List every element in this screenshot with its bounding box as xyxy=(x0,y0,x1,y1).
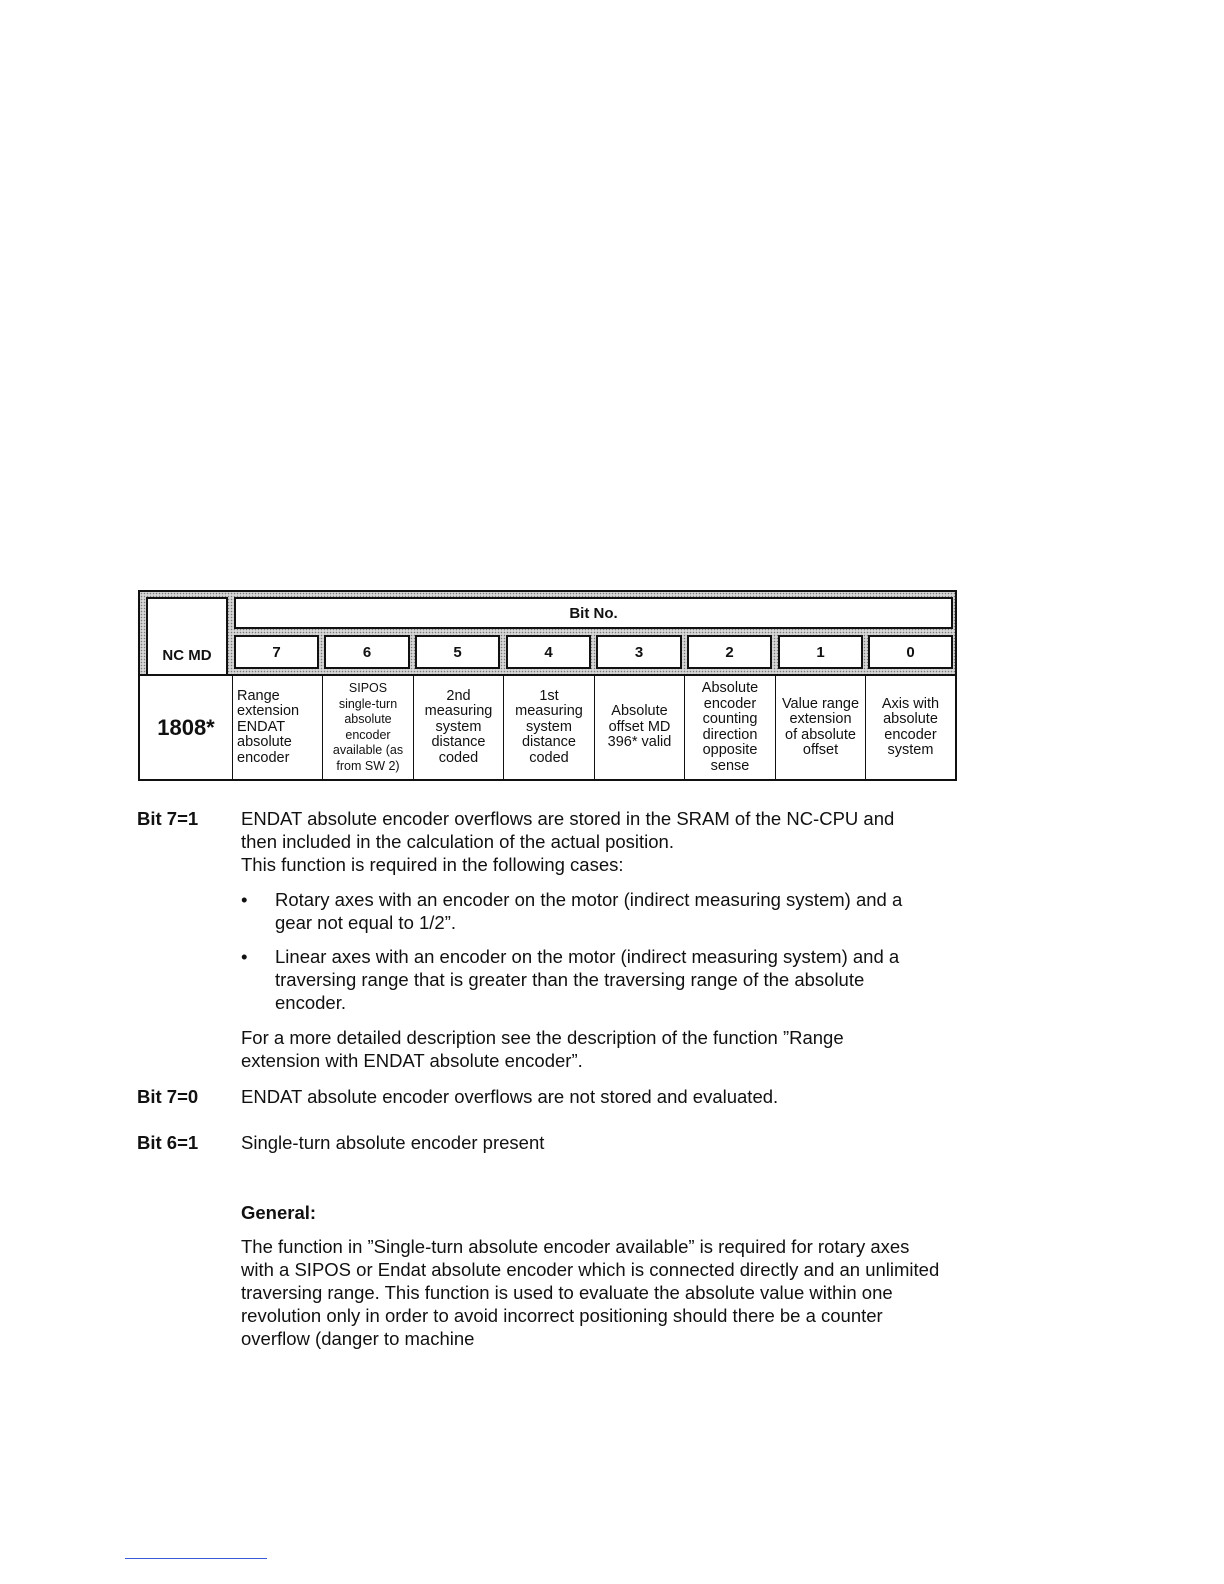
bit-number-7: 7 xyxy=(234,635,319,669)
bit7-1-line3: This function is required in the following cases: xyxy=(241,854,624,875)
bullet-text-linear-axes: Linear axes with an encoder on the motor (indirect measuring system) and a traversing range that is greater than the traversing range of the absolute encoder. xyxy=(275,946,900,1013)
bit7-1-see-more: For a more detailed description see the description of the function ”Range extension with ENDAT absolute encoder”. xyxy=(241,1027,844,1071)
bit-number-5: 5 xyxy=(415,635,500,669)
bit-no-header: Bit No. xyxy=(234,597,953,629)
bit-number-0: 0 xyxy=(868,635,953,669)
bit-number-3: 3 xyxy=(596,635,682,669)
bit-number-4: 4 xyxy=(506,635,591,669)
general-heading: General: xyxy=(241,1202,317,1223)
bit6-1-label: Bit 6=1 xyxy=(137,1132,199,1153)
general-text: The function in ”Single-turn absolute encoder available” is required for rotary axes with a SIPOS or Endat absolute encoder which is connected directly and an unlimited traversing range. This function is used to evaluate the absolute value within one revolution only in order to avoid incorrect positioning should there be a counter overflow (danger to machine xyxy=(241,1236,940,1349)
bit-7-description: Range extension ENDAT absolute encoder xyxy=(233,676,323,779)
bit7-0-text: ENDAT absolute encoder overflows are not stored and evaluated. xyxy=(241,1086,779,1107)
bullet-icon: • xyxy=(241,946,248,967)
footer-rule xyxy=(125,1558,267,1559)
bit7-0-label: Bit 7=0 xyxy=(137,1086,199,1107)
bullet-icon: • xyxy=(241,889,248,910)
bit7-1-line2: then included in the calculation of the actual position. xyxy=(241,831,674,852)
md-number: 1808* xyxy=(140,676,233,779)
bit-2-description: Absolute encoder counting direction opposite sense xyxy=(685,676,776,779)
bit7-1-label: Bit 7=1 xyxy=(137,808,199,829)
bit-1-description: Value range extension of absolute offset xyxy=(776,676,866,779)
bullet-text-rotary-axes: Rotary axes with an encoder on the motor (indirect measuring system) and a gear not equal to 1/2”. xyxy=(275,889,903,933)
bit-4-description: 1st measuring system distance coded xyxy=(504,676,595,779)
bit-number-6: 6 xyxy=(324,635,410,669)
bit6-1-text: Single-turn absolute encoder present xyxy=(241,1132,545,1153)
bit7-1-line1: ENDAT absolute encoder overflows are stored in the SRAM of the NC-CPU and xyxy=(241,808,895,829)
bit-0-description: Axis with absolute encoder system xyxy=(881,695,940,758)
bit-number-1: 1 xyxy=(778,635,863,669)
bit-3-description: Absolute offset MD 396* valid xyxy=(595,676,685,779)
bit-number-2: 2 xyxy=(687,635,772,669)
nc-md-header: NC MD xyxy=(146,597,228,674)
bit-6-description: SIPOS single-turn absolute encoder available (as from SW 2) xyxy=(323,676,414,779)
bit-5-description: 2nd measuring system distance coded xyxy=(414,676,504,779)
